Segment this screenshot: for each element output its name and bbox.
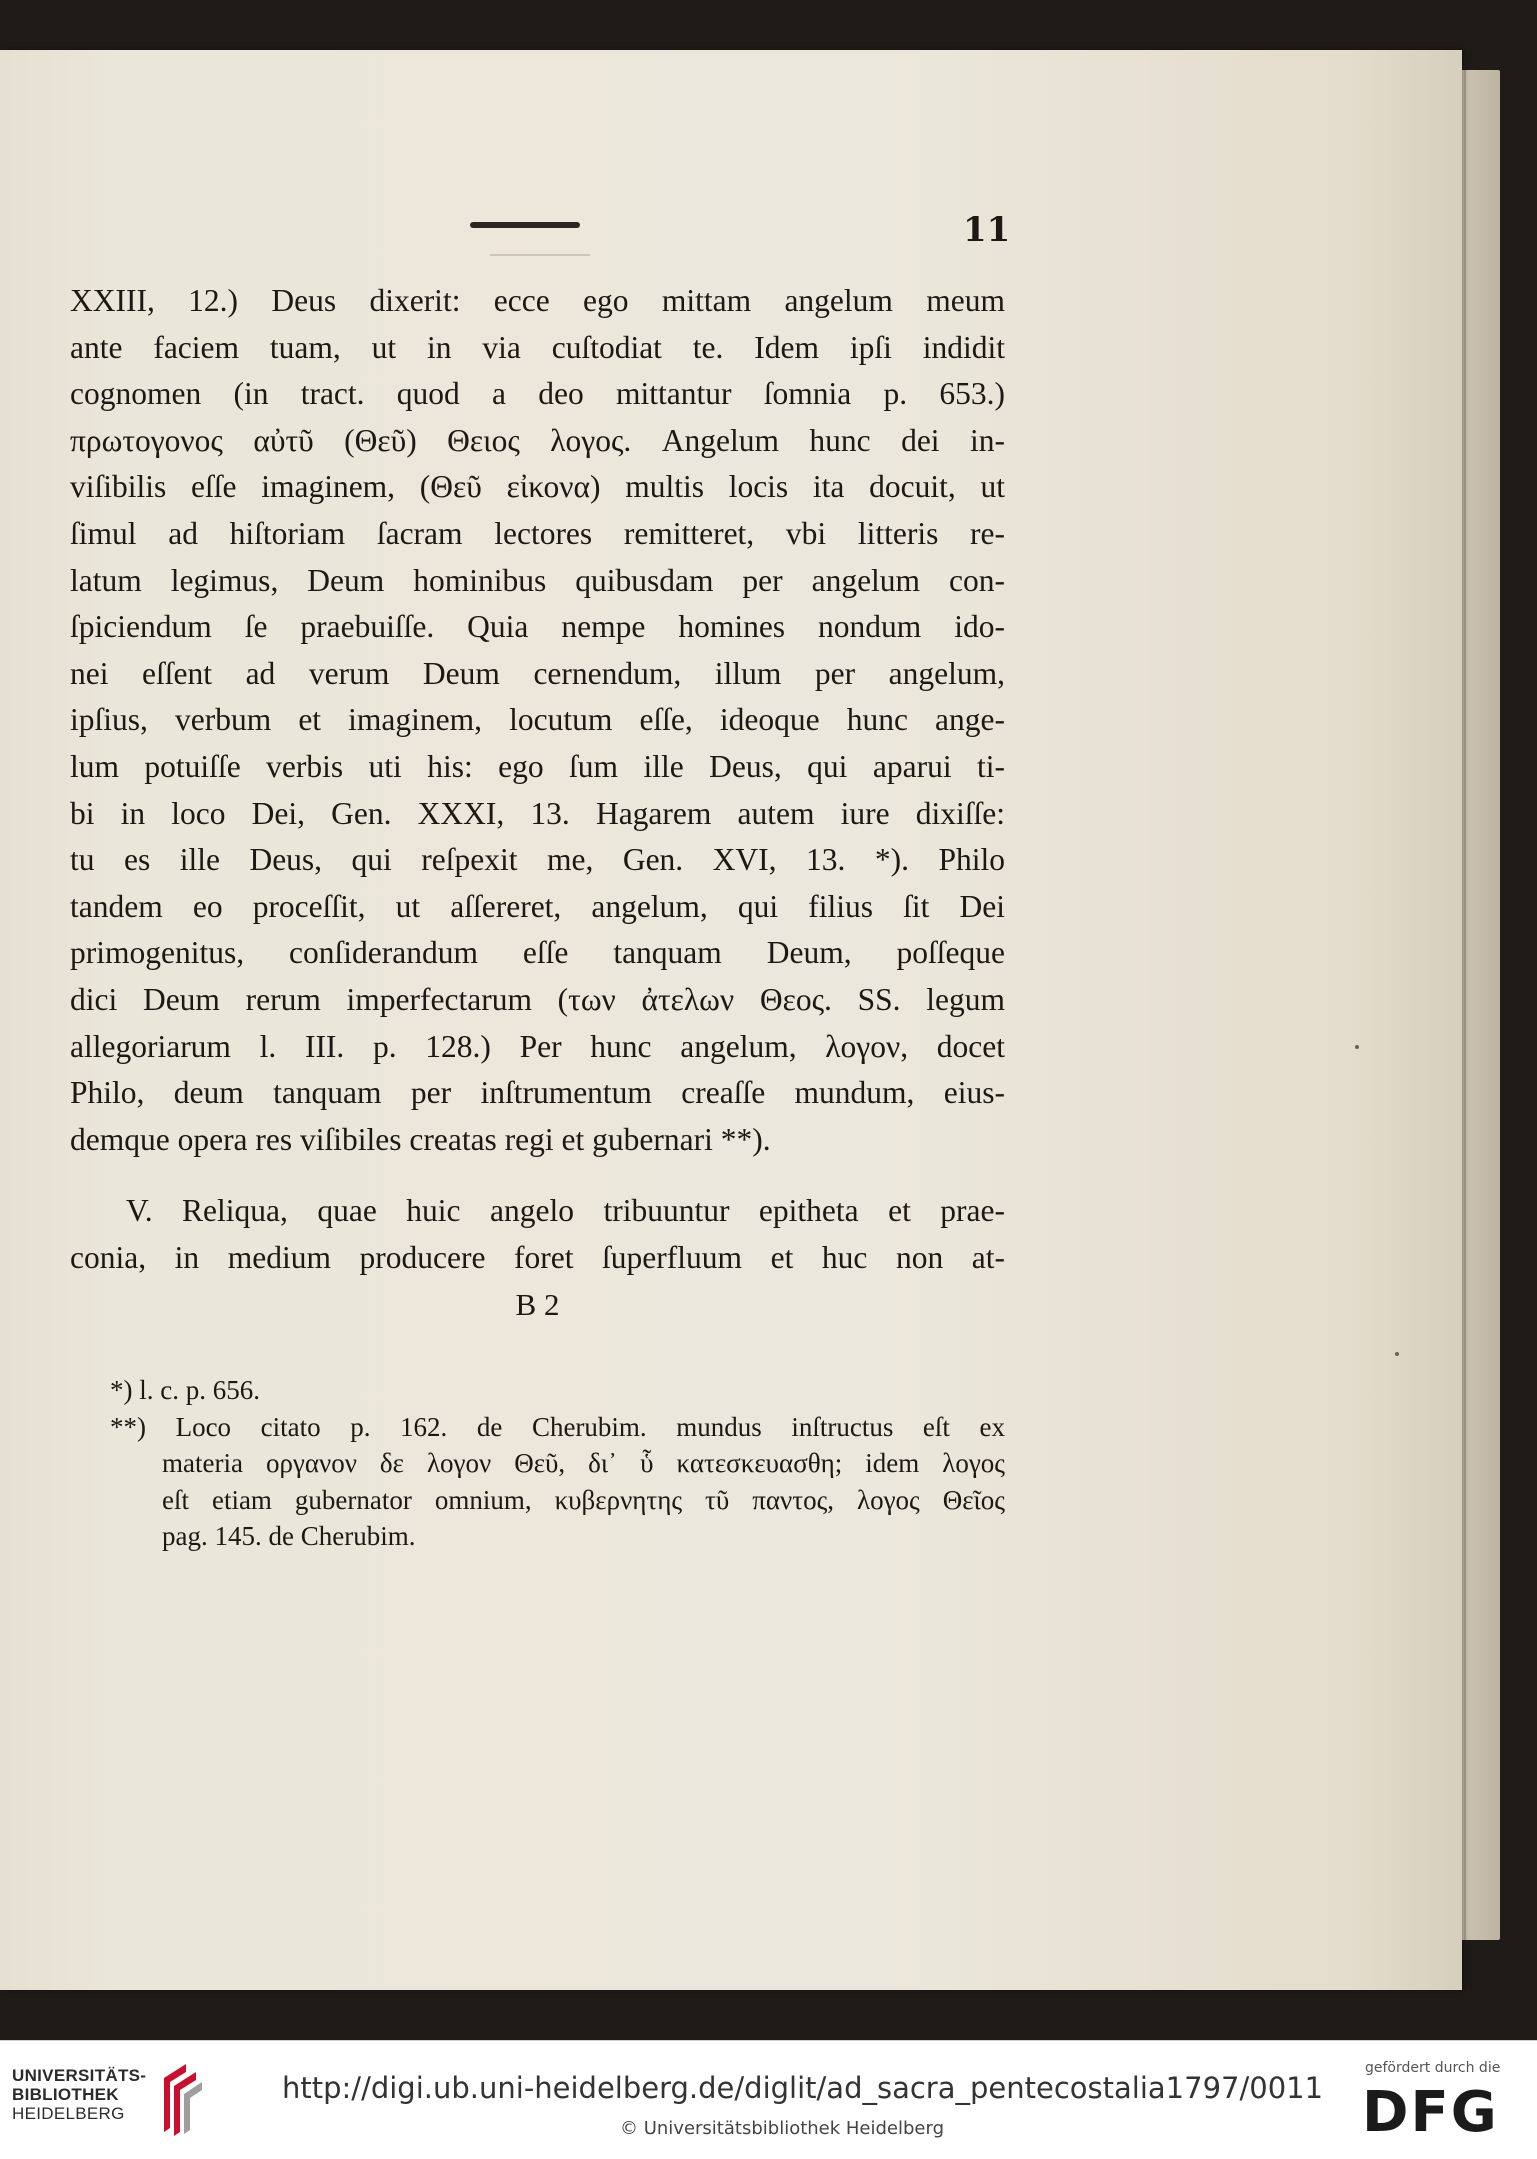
- funded-by-label: gefördert durch die: [1365, 2060, 1501, 2076]
- body-line: XXIII, 12.) Deus dixerit: ecce ego mittam angelum meum: [70, 283, 1005, 318]
- body-line: allegoriarum l. III. p. 128.) Per hunc angelum, λογον, docet: [70, 1028, 1005, 1064]
- footnote-line: *) l. c. p. 656.: [110, 1375, 260, 1405]
- body-line: conia, in medium producere foret ſuperfluum et huc non at-: [70, 1239, 1005, 1275]
- body-text: [70, 278, 1005, 1329]
- body-line: cognomen (in tract. quod a deo mittantur ſomnia p. 653.): [70, 376, 1005, 412]
- body-line: nei eſſent ad verum Deum cernendum, illum per angelum,: [70, 655, 1005, 691]
- ink-speck: [1355, 1045, 1359, 1049]
- body-line: lum potuiſſe verbis uti his: ego ſum ille Deus, qui aparui ti-: [70, 748, 1005, 784]
- footnote-line: materia οργανον δε λογον Θεῦ, δι᾿ ὗ κατεσκευασθη; idem λογος: [162, 1448, 1005, 1478]
- dfg-logo[interactable]: DFG: [1362, 2080, 1499, 2145]
- body-line: dici Deum rerum imperfectarum (των ἀτελων Θεος. SS. legum: [70, 981, 1005, 1017]
- body-line: ſpiciendum ſe praebuiſſe. Quia nempe homines nondum ido-: [70, 609, 1005, 645]
- body-line: tandem eo proceſſit, ut aſſereret, angelum, qui filius ſit Dei: [70, 888, 1005, 924]
- library-name-line: BIBLIOTHEK: [12, 2085, 119, 2104]
- library-logo-text[interactable]: [12, 2066, 146, 2123]
- body-line: Philo, deum tanquam per inſtrumentum creaſſe mundum, eius-: [70, 1075, 1005, 1111]
- permalink-url[interactable]: http://digi.ub.uni-heidelberg.de/diglit/ad_sacra_pentecostalia1797/0011: [282, 2071, 1324, 2105]
- header-rule-shadow: [490, 254, 590, 256]
- signature-mark: B 2: [515, 1287, 560, 1323]
- paragraph-gap: [70, 1163, 1005, 1188]
- footnotes: [110, 1372, 1005, 1555]
- body-line: ante faciem tuam, ut in via cuſtodiat te. Idem ipſi indidit: [70, 329, 1005, 365]
- body-line: bi in loco Dei, Gen. XXXI, 13. Hagarem autem iure dixiſſe:: [70, 795, 1005, 831]
- footnote-line: pag. 145. de Cherubim.: [162, 1521, 416, 1551]
- copyright-notice: © Universitätsbibliothek Heidelberg: [620, 2118, 945, 2139]
- body-line: latum legimus, Deum hominibus quibusdam per angelum con-: [70, 562, 1005, 598]
- body-line: tu es ille Deus, qui reſpexit me, Gen. XVI, 13. *). Philo: [70, 842, 1005, 878]
- footnote-line: **) Loco citato p. 162. de Cherubim. mundus inſtructus eſt ex: [110, 1411, 1005, 1442]
- body-line: demque opera res viſibiles creatas regi et gubernari **).: [70, 1121, 771, 1157]
- body-line: V. Reliqua, quae huic angelo tribuuntur epitheta et prae-: [126, 1193, 1005, 1229]
- footnote-line: eſt etiam gubernator omnium, κυβερνητης τῦ παντος, λογος Θεῖος: [162, 1484, 1005, 1515]
- header-rule: [470, 222, 580, 228]
- body-line: πρωτογονος αὐτῦ (Θεῦ) Θειος λογος. Angelum hunc dei in-: [70, 422, 1005, 458]
- body-line: ſimul ad hiſtoriam ſacram lectores remitteret, vbi litteris re-: [70, 515, 1005, 551]
- page-number: 11: [963, 210, 1011, 250]
- library-name-line: UNIVERSITÄTS-: [12, 2066, 147, 2085]
- body-line: ipſius, verbum et imaginem, locutum eſſe, ideoque hunc ange-: [70, 702, 1005, 738]
- body-line: viſibilis eſſe imaginem, (Θεῦ εἰκονα) multis locis ita docuit, ut: [70, 469, 1005, 505]
- body-line: primogenitus, conſiderandum eſſe tanquam Deum, poſſeque: [70, 935, 1005, 971]
- ink-speck: [1395, 1352, 1399, 1356]
- library-logo-icon[interactable]: [156, 2058, 206, 2138]
- library-name-line: HEIDELBERG: [12, 2104, 125, 2123]
